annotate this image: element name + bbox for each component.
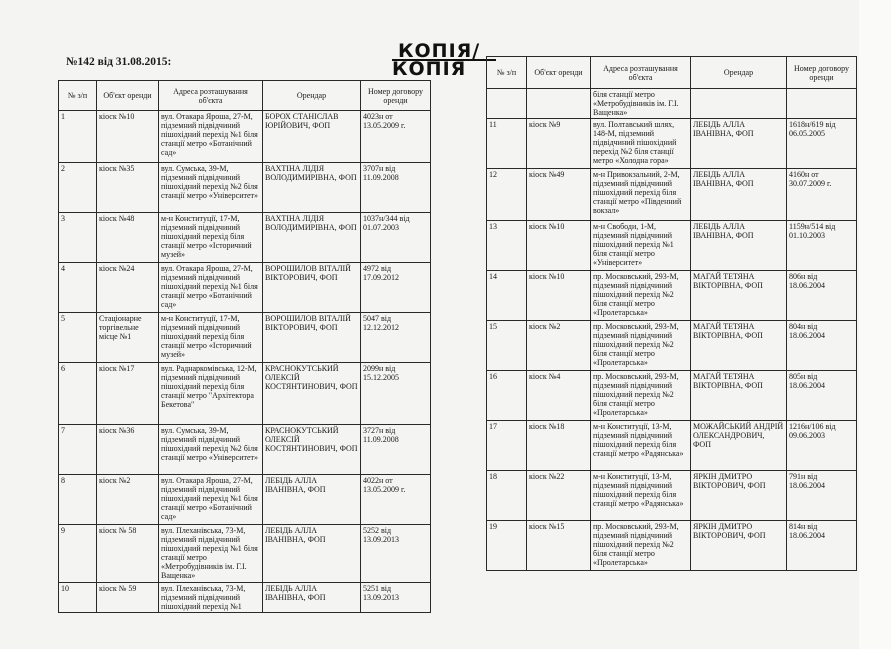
row-tenant: ВАХТІНА ЛІДІЯ ВОЛОДИМИРІВНА, ФОП xyxy=(263,163,361,213)
table-row xyxy=(59,425,431,475)
table-row xyxy=(59,363,431,425)
left-lease-table xyxy=(58,80,431,613)
row-contract: 1618н/619 від 06.05.2005 xyxy=(787,119,857,169)
table-row xyxy=(487,271,857,321)
row-tenant: ВАХТІНА ЛІДІЯ ВОЛОДИМИРІВНА, ФОП xyxy=(263,213,361,263)
row-object: кіоск №4 xyxy=(527,371,591,421)
row-contract: 791н від 18.06.2004 xyxy=(787,471,857,521)
row-address: м-н Конституції, 13-М, підземний підвідчиний пішохідний перехід біля станції метро «Радянська» xyxy=(591,421,691,471)
row-tenant: ЛЕБІДЬ АЛЛА ІВАНІВНА, ФОП xyxy=(691,169,787,221)
row-number: 13 xyxy=(487,221,527,271)
row-number: 1 xyxy=(59,111,97,163)
row-object: кіоск №35 xyxy=(97,163,159,213)
row-contract: 804н від 18.06.2004 xyxy=(787,321,857,371)
row-contract: 5252 від 13.09.2013 xyxy=(361,525,431,583)
row-tenant: ЛЕБІДЬ АЛЛА ІВАНІВНА, ФОП xyxy=(691,221,787,271)
stamp-line-1: КОПІЯ/ xyxy=(398,40,481,62)
right-table-body xyxy=(487,89,857,571)
table-row xyxy=(59,213,431,263)
row-address: м-н Конституції, 17-М, підземний підвідчиний пішохідний перехід біля станції метро «Історичний музей» xyxy=(159,313,263,363)
table-row xyxy=(59,475,431,525)
row-object: Стаціонарне торгівельне місце №1 xyxy=(97,313,159,363)
row-tenant: ЛЕБІДЬ АЛЛА ІВАНІВНА, ФОП xyxy=(263,583,361,613)
row-contract: 4023н от 13.05.2009 г. xyxy=(361,111,431,163)
header-number: № з/п xyxy=(487,57,527,89)
continuation-row xyxy=(487,89,857,119)
row-tenant: ЯРКІН ДМИТРО ВІКТОРОВИЧ, ФОП xyxy=(691,471,787,521)
row-number: 14 xyxy=(487,271,527,321)
row-object: кіоск №2 xyxy=(97,475,159,525)
header-object: Об'єкт оренди xyxy=(97,81,159,111)
row-object: кіоск №22 xyxy=(527,471,591,521)
row-address: м-н Привокзальний, 2-М, підземний підвідчиний пішохідний перехід біля станції метро «Південний вокзал» xyxy=(591,169,691,221)
row-contract: 4160н от 30.07.2009 г. xyxy=(787,169,857,221)
row-object: кіоск №49 xyxy=(527,169,591,221)
row-object: кіоск №10 xyxy=(527,271,591,321)
row-object: кіоск №17 xyxy=(97,363,159,425)
row-contract: 2099н від 15.12.2005 xyxy=(361,363,431,425)
row-number: 12 xyxy=(487,169,527,221)
row-number: 2 xyxy=(59,163,97,213)
row-address: вул. Раднаркомівська, 12-М, підземний підвідчиний пішохідний перехід біля станції метро "Архітектора Бекетова" xyxy=(159,363,263,425)
table-row xyxy=(487,169,857,221)
row-contract: 4972 від 17.09.2012 xyxy=(361,263,431,313)
row-number: 11 xyxy=(487,119,527,169)
row-number: 16 xyxy=(487,371,527,421)
row-tenant: ЯРКІН ДМИТРО ВІКТОРОВИЧ, ФОП xyxy=(691,521,787,571)
table-row xyxy=(487,119,857,169)
row-object: кіоск №48 xyxy=(97,213,159,263)
table-row xyxy=(59,583,431,613)
row-address: пр. Московський, 293-М, підземний підвідчиний пішохідний перехід №2 біля станції метро «Пролетарська» xyxy=(591,371,691,421)
row-number: 4 xyxy=(59,263,97,313)
row-number: 9 xyxy=(59,525,97,583)
row-number: 19 xyxy=(487,521,527,571)
row-number: 6 xyxy=(59,363,97,425)
left-table-body xyxy=(59,111,431,613)
row-tenant: ВОРОШИЛОВ ВІТАЛІЙ ВІКТОРОВИЧ, ФОП xyxy=(263,313,361,363)
row-object: кіоск №24 xyxy=(97,263,159,313)
row-contract: 814н від 18.06.2004 xyxy=(787,521,857,571)
row-contract: 5047 від 12.12.2012 xyxy=(361,313,431,363)
row-tenant: МАГАЙ ТЕТЯНА ВІКТОРІВНА, ФОП xyxy=(691,321,787,371)
table-row xyxy=(487,321,857,371)
table-row xyxy=(59,263,431,313)
row-number: 5 xyxy=(59,313,97,363)
row-number: 10 xyxy=(59,583,97,613)
table-row xyxy=(487,421,857,471)
page-edge xyxy=(859,0,891,649)
row-tenant: ЛЕБІДЬ АЛЛА ІВАНІВНА, ФОП xyxy=(263,475,361,525)
row-tenant: КРАСНОКУТСЬКИЙ ОЛЕКСІЙ КОСТЯНТИНОВИЧ, ФОП xyxy=(263,425,361,475)
row-number: 15 xyxy=(487,321,527,371)
row-address: вул. Плеханівська, 73-М, підземний підвідчиний пішохідний перехід №1 біля станції метро «Метробудівників ім. Г.І. Ващенка» xyxy=(159,525,263,583)
row-address: м-н Свободи, 1-М, підземний підвідчиний пішохідний перехід №1 біля станції метро «Університет» xyxy=(591,221,691,271)
row-tenant: МОЖАЙСЬКИЙ АНДРІЙ ОЛЕКСАНДРОВИЧ, ФОП xyxy=(691,421,787,471)
header-tenant: Орендар xyxy=(263,81,361,111)
row-address: пр. Московський, 293-М, підземний підвідчиний пішохідний перехід №2 біля станції метро «Пролетарська» xyxy=(591,271,691,321)
row-number: 18 xyxy=(487,471,527,521)
row-contract: 1037н/344 від 01.07.2003 xyxy=(361,213,431,263)
row-number: 17 xyxy=(487,421,527,471)
row-contract: 805н від 18.06.2004 xyxy=(787,371,857,421)
row-object: кіоск №18 xyxy=(527,421,591,471)
row-contract: 3727н від 11.09.2008 xyxy=(361,425,431,475)
table-row xyxy=(59,313,431,363)
row-number: 7 xyxy=(59,425,97,475)
row-object: кіоск №15 xyxy=(527,521,591,571)
row-object: кіоск №10 xyxy=(97,111,159,163)
row-object: кіоск №10 xyxy=(527,221,591,271)
row-address: вул. Отакара Яроша, 27-М, підземний підвідчиний пішохідний перехід №1 біля станції метро «Ботанічний сад» xyxy=(159,475,263,525)
row-address: вул. Плеханівська, 73-М, підземний підвідчиний пішохідний перехід №1 xyxy=(159,583,263,613)
row-contract: 1216н/106 від 09.06.2003 xyxy=(787,421,857,471)
header-address: Адреса розташування об'єкта xyxy=(591,57,691,89)
table-row xyxy=(59,111,431,163)
row-tenant: ЛЕБІДЬ АЛЛА ІВАНІВНА, ФОП xyxy=(691,119,787,169)
header-object: Об'єкт оренди xyxy=(527,57,591,89)
table-row xyxy=(487,371,857,421)
row-object: кіоск № 59 xyxy=(97,583,159,613)
row-address: вул. Сумська, 39-М, підземний підвідчиний пішохідний перехід №2 біля станції метро «Університет» xyxy=(159,163,263,213)
row-tenant: КРАСНОКУТСЬКИЙ ОЛЕКСІЙ КОСТЯНТИНОВИЧ, ФОП xyxy=(263,363,361,425)
row-object: кіоск №2 xyxy=(527,321,591,371)
document-title: №142 від 31.08.2015: xyxy=(66,56,172,68)
row-number: 8 xyxy=(59,475,97,525)
header-contract: Номер договору оренди xyxy=(361,81,431,111)
row-number: 3 xyxy=(59,213,97,263)
row-tenant: МАГАЙ ТЕТЯНА ВІКТОРІВНА, ФОП xyxy=(691,271,787,321)
row-address: вул. Отакара Яроша, 27-М, підземний підвідчиний пішохідний перехід №1 біля станції метро «Ботанічний сад» xyxy=(159,111,263,163)
table-row xyxy=(59,163,431,213)
table-row xyxy=(487,471,857,521)
header-address: Адреса розташування об'єкта xyxy=(159,81,263,111)
right-lease-table xyxy=(486,56,857,571)
header-tenant: Орендар xyxy=(691,57,787,89)
row-address: пр. Московський, 293-М, підземний підвідчиний пішохідний перехід №2 біля станції метро «Пролетарська» xyxy=(591,521,691,571)
row-address: вул. Отакара Яроша, 27-М, підземний підвідчиний пішохідний перехід №1 біля станції метро «Ботанічний сад» xyxy=(159,263,263,313)
row-tenant: ВОРОШИЛОВ ВІТАЛІЙ ВІКТОРОВИЧ, ФОП xyxy=(263,263,361,313)
row-tenant: МАГАЙ ТЕТЯНА ВІКТОРІВНА, ФОП xyxy=(691,371,787,421)
table-row xyxy=(487,521,857,571)
row-object: кіоск №9 xyxy=(527,119,591,169)
row-contract: 1159н/514 від 01.10.2003 xyxy=(787,221,857,271)
row-tenant: БОРОХ СТАНІСЛАВ ЮРІЙОВИЧ, ФОП xyxy=(263,111,361,163)
row-address: м-н Конституції, 17-М, підземний підвідчиний пішохідний перехід біля станції метро «Історичний музей» xyxy=(159,213,263,263)
row-object: кіоск № 58 xyxy=(97,525,159,583)
row-object: кіоск №36 xyxy=(97,425,159,475)
stamp-line-2: КОПІЯ xyxy=(392,59,496,77)
row-address: вул. Сумська, 39-М, підземний підвідчиний пішохідний перехід №2 біля станції метро «Університет» xyxy=(159,425,263,475)
row-address: м-н Конституції, 13-М, підземний підвідчиний пішохідний перехід біля станції метро «Радянська» xyxy=(591,471,691,521)
continuation-address: біля станції метро «Метробудівників ім. Г.І. Ващенка» xyxy=(591,89,691,119)
header-contract: Номер договору оренди xyxy=(787,57,857,89)
row-tenant: ЛЕБІДЬ АЛЛА ІВАНІВНА, ФОП xyxy=(263,525,361,583)
row-contract: 806н від 18.06.2004 xyxy=(787,271,857,321)
header-number: № з/п xyxy=(59,81,97,111)
row-contract: 4022н от 13.05.2009 г. xyxy=(361,475,431,525)
row-address: пр. Московський, 293-М, підземний підвідчиний пішохідний перехід №2 біля станції метро «Пролетарська» xyxy=(591,321,691,371)
table-row xyxy=(59,525,431,583)
row-address: вул. Полтавський шлях, 148-М, підземний підвідчиний пішохідний перехід №2 біля станції метро «Холодна гора» xyxy=(591,119,691,169)
row-contract: 3707н від 11.09.2008 xyxy=(361,163,431,213)
table-row xyxy=(487,221,857,271)
row-contract: 5251 від 13.09.2013 xyxy=(361,583,431,613)
